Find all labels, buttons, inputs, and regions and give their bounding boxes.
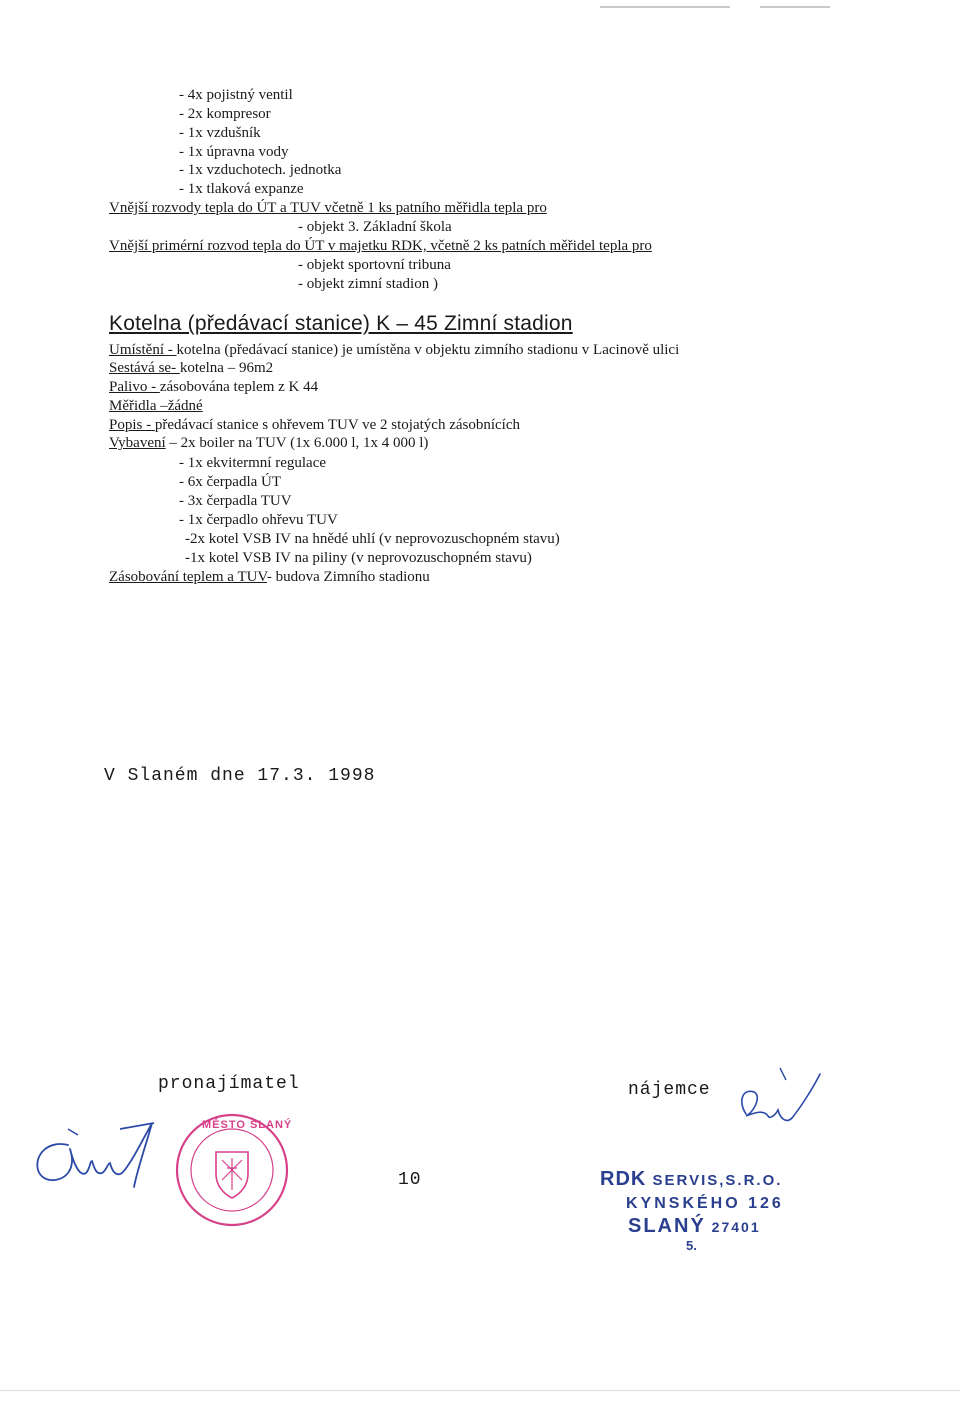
popis-value: předávací stanice s ohřevem TUV ve 2 stojatých zásobnících <box>154 417 520 433</box>
objekt-skola: - objekt 3. Základní škola <box>298 219 452 235</box>
meridla-row <box>109 397 203 415</box>
sestava-value: kotelna – 96m2 <box>179 360 274 376</box>
zasobovani-row <box>109 568 430 586</box>
zasobovani-label: Zásobování teplem a TUV <box>109 569 267 585</box>
sestava-label: Sestává se- <box>109 360 180 376</box>
palivo-value: zásobována teplem z K 44 <box>159 379 319 395</box>
scan-mark <box>600 6 730 8</box>
signature-left <box>28 1115 163 1195</box>
section-heading: Kotelna (předávací stanice) K – 45 Zimní stadion <box>109 312 573 335</box>
objekt-tribuna: - objekt sportovní tribuna <box>298 257 451 273</box>
list-item: - 6x čerpadla ÚT <box>179 474 282 490</box>
list-item: - 1x úpravna vody <box>179 144 289 160</box>
scan-edge <box>0 1390 960 1391</box>
scan-mark <box>760 6 830 8</box>
objekt-stadion: - objekt zimní stadion ) <box>298 276 438 292</box>
popis-row <box>109 416 520 434</box>
najemce-label: nájemce <box>628 1080 711 1100</box>
list-item: - 2x kompresor <box>179 106 271 122</box>
vybaveni-label: Vybavení <box>109 435 166 451</box>
palivo-row <box>109 378 318 396</box>
signature-right <box>728 1062 828 1134</box>
sestava-row <box>109 359 273 377</box>
list-item: - 1x ekvitermní regulace <box>179 455 327 471</box>
rdk-line1: SERVIS,S.R.O. <box>646 1172 783 1189</box>
vybaveni-value: – 2x boiler na TUV (1x 6.000 l, 1x 4 000 l) <box>165 435 429 451</box>
page-number: 10 <box>398 1170 422 1190</box>
list-item: - 1x tlaková expanze <box>179 181 304 197</box>
company-stamp <box>600 1168 784 1253</box>
list-item: - 4x pojistný ventil <box>179 87 293 103</box>
rdk-logo: RDK <box>600 1168 647 1190</box>
vybaveni-row <box>109 434 428 452</box>
list-item: - 1x vzdušník <box>179 125 261 141</box>
umisteni-label: Umístění - <box>109 342 177 358</box>
vnejsi-rozvody-line: Vnější rozvody tepla do ÚT a TUV včetně 1 ks patního měřidla tepla pro <box>109 200 547 216</box>
umisteni-value: kotelna (předávací stanice) je umístěna v objektu zimního stadionu v Lacinově ulici <box>176 342 680 358</box>
rdk-zip: 27401 <box>705 1219 761 1235</box>
zasobovani-value: - budova Zimního stadionu <box>266 569 430 585</box>
umisteni-row <box>109 341 679 359</box>
rdk-line4: 5. <box>686 1238 697 1253</box>
list-item: - 1x vzduchotech. jednotka <box>179 162 342 178</box>
date-line: V Slaném dne 17.3. 1998 <box>104 766 376 786</box>
palivo-label: Palivo - <box>109 379 160 395</box>
meridla-label: Měřidla –žádné <box>109 398 203 414</box>
list-item: - 3x čerpadla TUV <box>179 493 292 509</box>
list-item: -2x kotel VSB IV na hnědé uhlí (v neprovozuschopném stavu) <box>185 531 560 547</box>
list-item: -1x kotel VSB IV na piliny (v neprovozuschopném stavu) <box>185 550 532 566</box>
rdk-city: SLANÝ <box>628 1215 706 1237</box>
vnejsi-primerni-line: Vnější primérní rozvod tepla do ÚT v majetku RDK, včetně 2 ks patních měřidel tepla pro <box>109 238 652 254</box>
city-stamp-text: MĚSTO SLANÝ <box>202 1119 293 1131</box>
pronajimatel-label: pronajímatel <box>158 1074 300 1094</box>
rdk-line2: KYNSKÉHO 126 <box>626 1195 784 1212</box>
list-item: - 1x čerpadlo ohřevu TUV <box>179 512 338 528</box>
popis-label: Popis - <box>109 417 155 433</box>
